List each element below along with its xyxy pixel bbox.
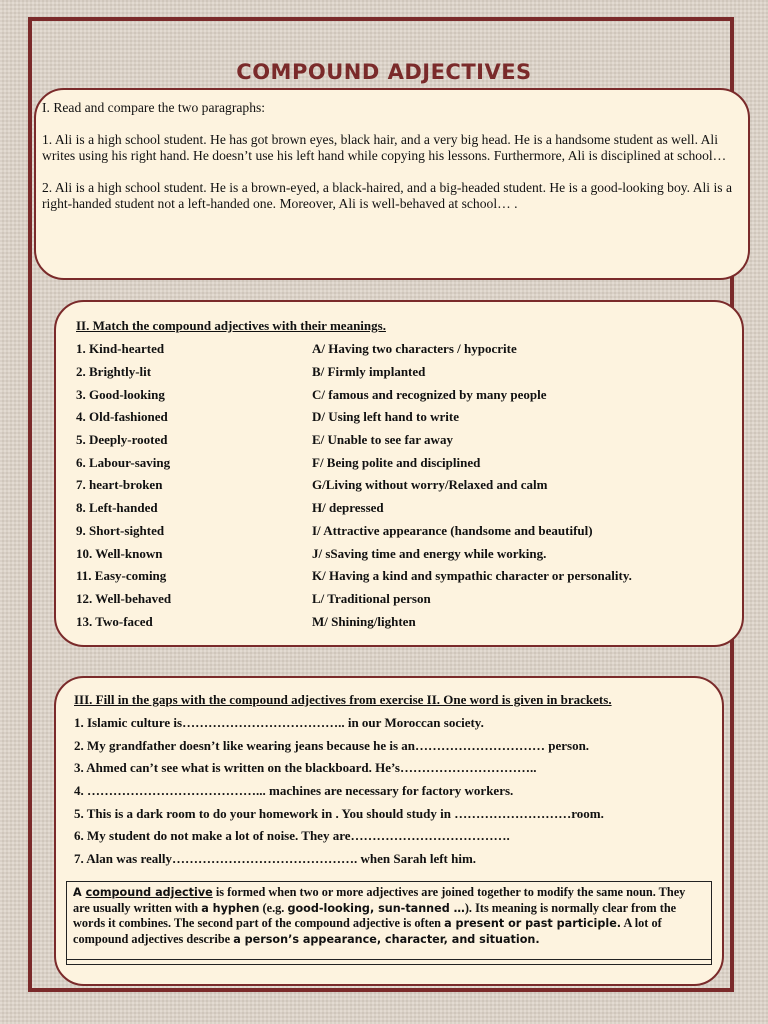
gap-sentence: 6. My student do not make a lot of noise. They are………………………………. — [74, 828, 510, 844]
fill-gaps-list — [74, 712, 714, 871]
adjective-item: 9. Short-sighted — [76, 522, 165, 538]
note-keyword: compound adjective — [85, 886, 213, 899]
adjective-item: 10. Well-known — [76, 545, 163, 561]
match-row — [76, 383, 728, 406]
match-row — [76, 520, 728, 543]
section2-heading: II. Match the compound adjectives with their meanings. — [76, 318, 386, 333]
adjective-item: 7. heart-broken — [76, 477, 163, 493]
adjective-item: 4. Old-fashioned — [76, 409, 168, 425]
meaning-item: H/ depressed — [312, 500, 384, 516]
meaning-item: F/ Being polite and disciplined — [312, 454, 481, 470]
match-row — [76, 497, 728, 520]
note-keyword: good-looking, sun-tanned … — [287, 901, 465, 915]
section1-heading: I. Read and compare the two paragraphs: — [42, 100, 266, 115]
meaning-item: M/ Shining/lighten — [312, 613, 416, 629]
match-row — [76, 565, 728, 588]
gap-sentence: 4. …………………………………... machines are necessary for factory workers. — [74, 783, 514, 799]
definition-text — [73, 885, 705, 947]
meaning-item: D/ Using left hand to write — [312, 409, 459, 425]
match-row — [76, 542, 728, 565]
note-underline — [67, 959, 711, 960]
adjective-item: 2. Brightly-lit — [76, 364, 152, 380]
gap-sentence: 7. Alan was really……………………………………. when Sarah left him. — [74, 851, 477, 867]
section-read-compare — [34, 88, 750, 280]
adjective-item: 6. Labour-saving — [76, 454, 171, 470]
match-row — [76, 361, 728, 384]
adjective-item: 1. Kind-hearted — [76, 341, 165, 357]
matching-list — [76, 338, 728, 633]
section3-heading: III. Fill in the gaps with the compound adjectives from exercise II. One word is given in brackets. — [74, 692, 612, 707]
adjective-item: 8. Left-handed — [76, 500, 158, 516]
match-row — [76, 610, 728, 633]
match-row — [76, 338, 728, 361]
match-row — [76, 406, 728, 429]
note-text: A — [73, 886, 86, 899]
meaning-item: L/ Traditional person — [312, 590, 431, 606]
paragraph-2: 2. Ali is a high school student. He is a brown-eyed, a black-haired, and a big-headed student. He is a good-looking boy. Ali is a right-handed student not a left-handed one. Moreover, Ali is well-behaved at school… . — [42, 180, 732, 211]
meaning-item: A/ Having two characters / hypocrite — [312, 341, 517, 357]
meaning-item: G/Living without worry/Relaxed and calm — [312, 477, 548, 493]
note-text: A lot of compound adjectives describe — [73, 916, 662, 946]
adjective-item: 11. Easy-coming — [76, 568, 167, 584]
gap-sentence: 2. My grandfather doesn’t like wearing jeans because he is an………………………… person. — [74, 737, 590, 753]
note-text: is formed when two or more adjectives are joined together to modify the same noun. They are usually written with — [73, 885, 686, 915]
adjective-item: 3. Good-looking — [76, 386, 165, 402]
note-text: ). Its meaning is normally clear from the words it combines. The second part of the compound adjective is often — [73, 900, 677, 930]
definition-note — [66, 881, 712, 965]
note-text: (e.g. — [259, 900, 288, 915]
meaning-item: J/ sSaving time and energy while working. — [312, 545, 547, 561]
page-title: COMPOUND ADJECTIVES — [236, 60, 532, 84]
match-row — [76, 474, 728, 497]
match-row — [76, 429, 728, 452]
section-matching — [54, 300, 744, 647]
paragraph-1: 1. Ali is a high school student. He has got brown eyes, black hair, and a very big head. He is a handsome student as well. Ali writes using his right hand. He doesn’t use his left hand while copying his lessons. Furthermore, Ali is disciplined at school… — [42, 132, 727, 163]
match-row — [76, 588, 728, 611]
note-keyword: a person’s appearance, character, and situation. — [233, 932, 540, 946]
adjective-item: 12. Well-behaved — [76, 590, 172, 606]
note-keyword: a hyphen — [201, 901, 260, 915]
meaning-item: B/ Firmly implanted — [312, 364, 426, 380]
meaning-item: E/ Unable to see far away — [312, 432, 453, 448]
adjective-item: 5. Deeply-rooted — [76, 432, 168, 448]
note-keyword: a present or past participle. — [444, 917, 622, 930]
gap-sentence: 1. Islamic culture is……………………………….. in our Moroccan society. — [74, 715, 484, 730]
gap-sentence: 5. This is a dark room to do your homework in . You should study in ………………………room. — [74, 805, 604, 821]
match-row — [76, 451, 728, 474]
meaning-item: C/ famous and recognized by many people — [312, 386, 547, 402]
adjective-item: 13. Two-faced — [76, 613, 153, 629]
gap-sentence: 3. Ahmed can’t see what is written on the blackboard. He’s………………………….. — [74, 760, 537, 776]
meaning-item: I/ Attractive appearance (handsome and beautiful) — [312, 522, 593, 538]
meaning-item: K/ Having a kind and sympathic character or personality. — [312, 568, 632, 584]
